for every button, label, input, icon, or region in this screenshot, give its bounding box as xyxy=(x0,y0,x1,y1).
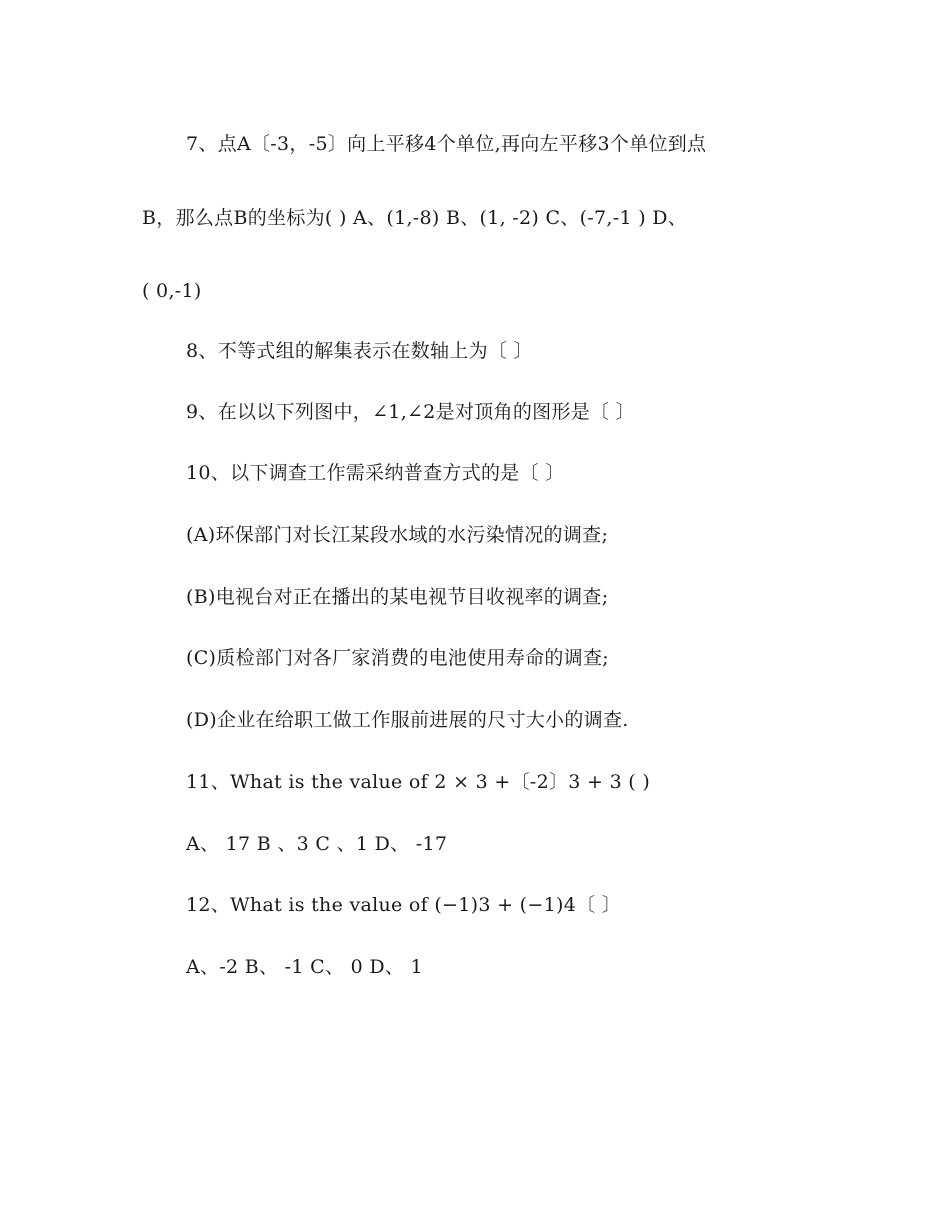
question-7-line-2: B，那么点B的坐标为( ) A、(1,-8) B、(1, -2) C、(-7,-1 ) D、 xyxy=(142,207,688,229)
question-10-option-b: (B)电视台对正在播出的某电视节目收视率的调查; xyxy=(186,586,609,608)
question-11-options: A、 17 B 、3 C 、1 D、 -17 xyxy=(186,833,448,855)
question-10-option-c: (C)质检部门对各厂家消费的电池使用寿命的调查; xyxy=(186,647,609,669)
question-9: 9、在以以下列图中，∠1,∠2是对顶角的图形是〔 〕 xyxy=(186,401,635,423)
question-11: 11、What is the value of 2 × 3 +〔-2〕3 + 3 ( ) xyxy=(186,771,651,793)
question-7-line-1: 7、点A〔-3，-5〕向上平移4个单位,再向左平移3个单位到点 xyxy=(186,133,707,155)
question-12: 12、What is the value of (−1)3 + (−1)4〔 〕 xyxy=(186,894,622,916)
question-8: 8、不等式组的解集表示在数轴上为〔 〕 xyxy=(186,340,533,362)
question-12-options: A、-2 B、 -1 C、 0 D、 1 xyxy=(186,956,423,978)
question-10: 10、以下调查工作需采纳普查方式的是〔 〕 xyxy=(186,462,565,484)
question-10-option-d: (D)企业在给职工做工作服前进展的尺寸大小的调查. xyxy=(186,709,629,731)
question-7-line-3: ( 0,-1) xyxy=(142,280,202,302)
question-10-option-a: (A)环保部门对长江某段水域的水污染情况的调查; xyxy=(186,524,609,546)
